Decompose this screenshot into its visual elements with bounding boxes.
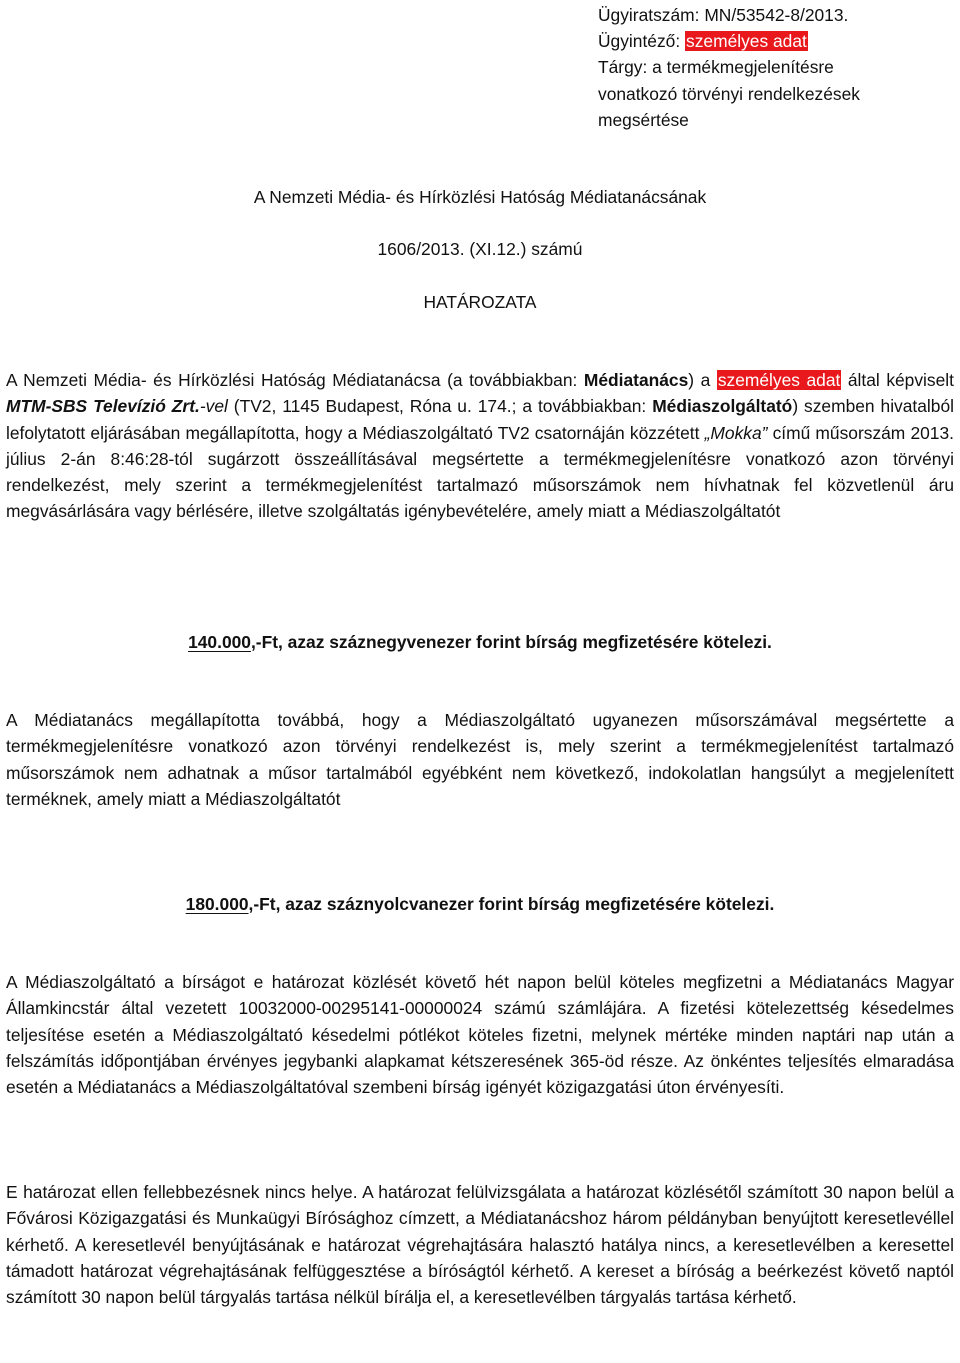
subject-label: Tárgy: <box>598 57 648 78</box>
provider-term: Médiaszolgáltató <box>652 396 793 417</box>
document-type: HATÁROZATA <box>423 292 537 312</box>
program-name: „Mokka” <box>704 422 768 443</box>
case-header <box>598 2 958 133</box>
fine-1 <box>0 629 960 655</box>
authority-title: A Nemzeti Média- és Hírközlési Hatóság Médiatanácsának <box>253 187 707 207</box>
officer-label: Ügyintéző: <box>598 31 681 52</box>
paragraph-further-findings: A Médiatanács megállapította továbbá, hogy a Médiaszolgáltató ugyanezen műsorszámával megsértette a termékmegjelenítésre vonatkozó azon törvényi rendelkezést is, mely szerint a termékmegjelenítést tartalmazó műsorszámok nem adhatnak a műsor tartalmából egyébként nem következő, indokolatlan hangsúlyt a megjelenített terméknek, amely miatt a Médiaszolgáltatót <box>6 710 954 809</box>
case-number-line <box>598 2 958 28</box>
subject-text-3: megsértése <box>598 109 689 130</box>
case-number-label: Ügyiratszám: <box>598 5 700 25</box>
fine-2-text: ,-Ft, azaz száznyolcvanezer forint bírság megfizetésére kötelezi. <box>248 894 775 914</box>
para1-after-council: ) a <box>688 370 717 390</box>
para1-body-1: ) szemben hivatalból lefolytatott eljárásában megállapította, hogy a Médiaszolgáltató TV2 csatornáján közzétett <box>6 396 955 443</box>
fine-1-amount: 140.000 <box>188 632 251 652</box>
officer-redacted-value: személyes adat <box>686 31 807 52</box>
decision-number: 1606/2013. (XI.12.) számú <box>377 239 583 259</box>
para1-represented: által képviselt <box>841 370 954 390</box>
fine-1-text: ,-Ft, azaz száznegyvenezer forint bírság megfizetésére kötelezi. <box>250 632 772 652</box>
paragraph-payment: A Médiaszolgáltató a bírságot e határozat közlését követő hét napon belül köteles megfizetni a Médiatanács Magyar Államkincstár által vezetett 10032000-00295141-00000024 számú számlájára. A fizetési kötelezettség késedelmes teljesítése esetén a Médiaszolgáltató késedelmi pótlékot köteles fizetni, melynek mértéke minden naptári nap után a felszámítás időpontjában érvényes jegybanki alapkamat kétszeresének 365-öd része. Az önkéntes teljesítés elmaradása esetén a Médiatanács a Médiaszolgáltatóval szembeni bírság igényét közigazgatási úton érvényesíti. <box>6 972 954 1098</box>
paragraph-findings <box>6 367 954 525</box>
council-term: Médiatanács <box>583 370 689 390</box>
fine-2 <box>0 891 960 917</box>
subject-line <box>598 54 958 80</box>
company-suffix: -vel <box>199 396 228 417</box>
subject-text-2: vonatkozó törvényi rendelkezések <box>598 83 860 104</box>
company-name: MTM-SBS Televízió Zrt. <box>6 396 200 417</box>
case-number-value: MN/53542-8/2013. <box>704 5 849 25</box>
para1-intro: A Nemzeti Média- és Hírközlési Hatóság Médiatanácsa (a továbbiakban: <box>6 370 584 390</box>
subject-text-1: a termékmegjelenítésre <box>652 57 834 78</box>
company-address: (TV2, 1145 Budapest, Róna u. 174.; a továbbiakban: <box>227 396 653 417</box>
para1-body-2: című műsorszám 2013. július 2-án 8:46:28-tól sugárzott összeállításával megsértette a termékmegjelenítésre vonatkozó azon törvényi rendelkezést, mely szerint a termékmegjelenítést tartalmazó műsorszámok nem hívhatnak fel közvetlenül áru megvásárlására vagy bérlésére, illetve szolgáltatás igénybevételére, amely miatt a Médiaszolgáltatót <box>6 422 954 522</box>
officer-line <box>598 28 958 54</box>
fine-2-amount: 180.000 <box>185 894 249 914</box>
paragraph-appeal: E határozat ellen fellebbezésnek nincs helye. A határozat felülvizsgálata a határozat közlésétől számított 30 napon belül a Fővárosi Közigazgatási és Munkaügyi Bírósághoz címzett, a Médiatanácshoz három példányban benyújtott keresetlevéllel kérhető. A keresetlevél benyújtásának e határozat végrehajtására halasztó hatálya nincs, a keresetlevélben a keresettel támadott határozat végrehajtásának felfüggesztése a bíróságtól kérhető. A kereset a bíróság a beérkezést követő naptól számított 30 napon belül tárgyalás tartása nélkül bírálja el, a keresetlevélben tárgyalás tartása kérhető. <box>6 1182 954 1308</box>
representative-redacted: személyes adat <box>717 370 841 390</box>
